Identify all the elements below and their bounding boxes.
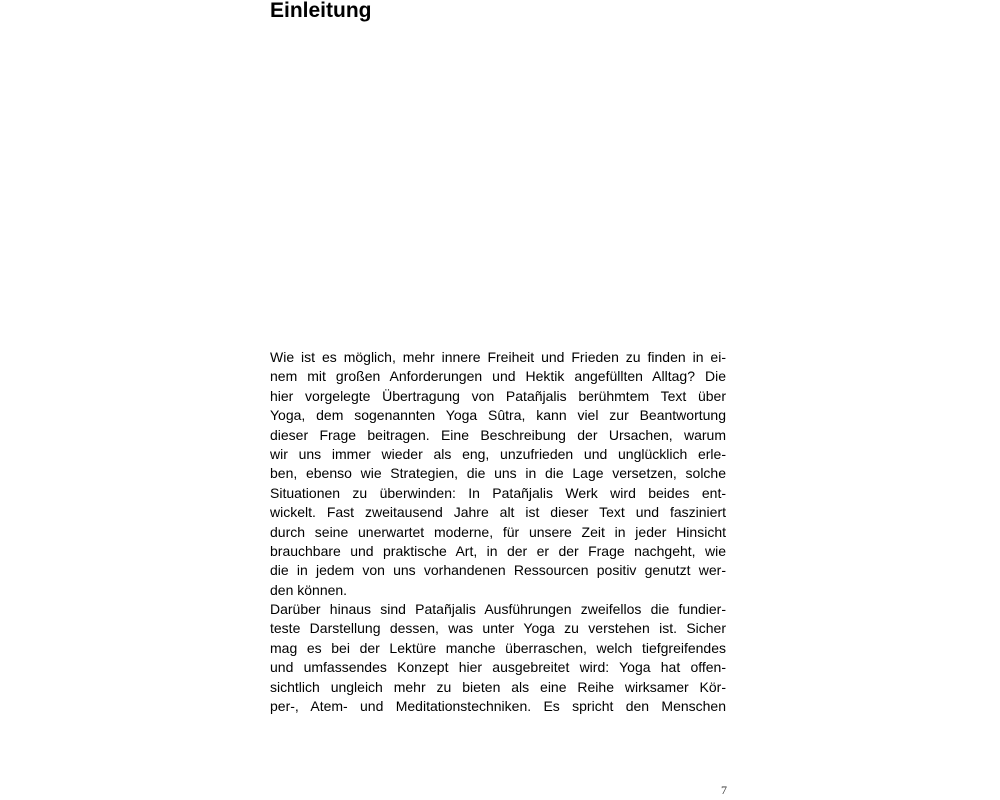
- chapter-title: Einleitung: [270, 0, 372, 22]
- text-line: den können.: [270, 581, 348, 598]
- text-line: hier vorgelegte Übertragung von Patañjalis berühmtem Text über: [270, 387, 726, 404]
- text-line: Yoga, dem sogenannten Yoga Sûtra, kann viel zur Beantwortung: [270, 407, 726, 424]
- body-text: [270, 348, 726, 716]
- text-line: wir uns immer wieder als eng, unzufrieden und unglücklich erle-: [270, 445, 726, 462]
- text-line: teste Darstellung dessen, was unter Yoga zu verstehen ist. Sicher: [270, 620, 726, 637]
- text-line: sichtlich ungleich mehr zu bieten als eine Reihe wirksamer Kör-: [270, 678, 726, 695]
- text-line: per-, Atem- und Meditationstechniken. Es spricht den Menschen: [270, 698, 726, 715]
- text-line: nem mit großen Anforderungen und Hektik angefüllten Alltag? Die: [270, 368, 726, 385]
- text-line: wickelt. Fast zweitausend Jahre alt ist dieser Text und fasziniert: [270, 504, 726, 521]
- text-line: mag es bei der Lektüre manche überraschen, welch tiefgreifendes: [270, 639, 726, 656]
- text-line: dieser Frage beitragen. Eine Beschreibung der Ursachen, warum: [270, 426, 726, 443]
- text-line: und umfassendes Konzept hier ausgebreitet wird: Yoga hat offen-: [270, 659, 726, 676]
- text-line: Darüber hinaus sind Patañjalis Ausführungen zweifellos die fundier-: [270, 601, 726, 618]
- text-line: durch seine unerwartet moderne, für unsere Zeit in jeder Hinsicht: [270, 523, 726, 540]
- text-line: brauchbare und praktische Art, in der er der Frage nachgeht, wie: [270, 542, 726, 559]
- page-number: 7: [721, 783, 727, 797]
- text-line: Situationen zu überwinden: In Patañjalis Werk wird beides ent-: [270, 484, 726, 501]
- text-line: Wie ist es möglich, mehr innere Freiheit und Frieden zu finden in ei-: [270, 349, 726, 365]
- text-line: die in jedem von uns vorhandenen Ressourcen positiv genutzt wer-: [270, 562, 726, 579]
- text-line: ben, ebenso wie Strategien, die uns in die Lage versetzen, solche: [270, 465, 726, 482]
